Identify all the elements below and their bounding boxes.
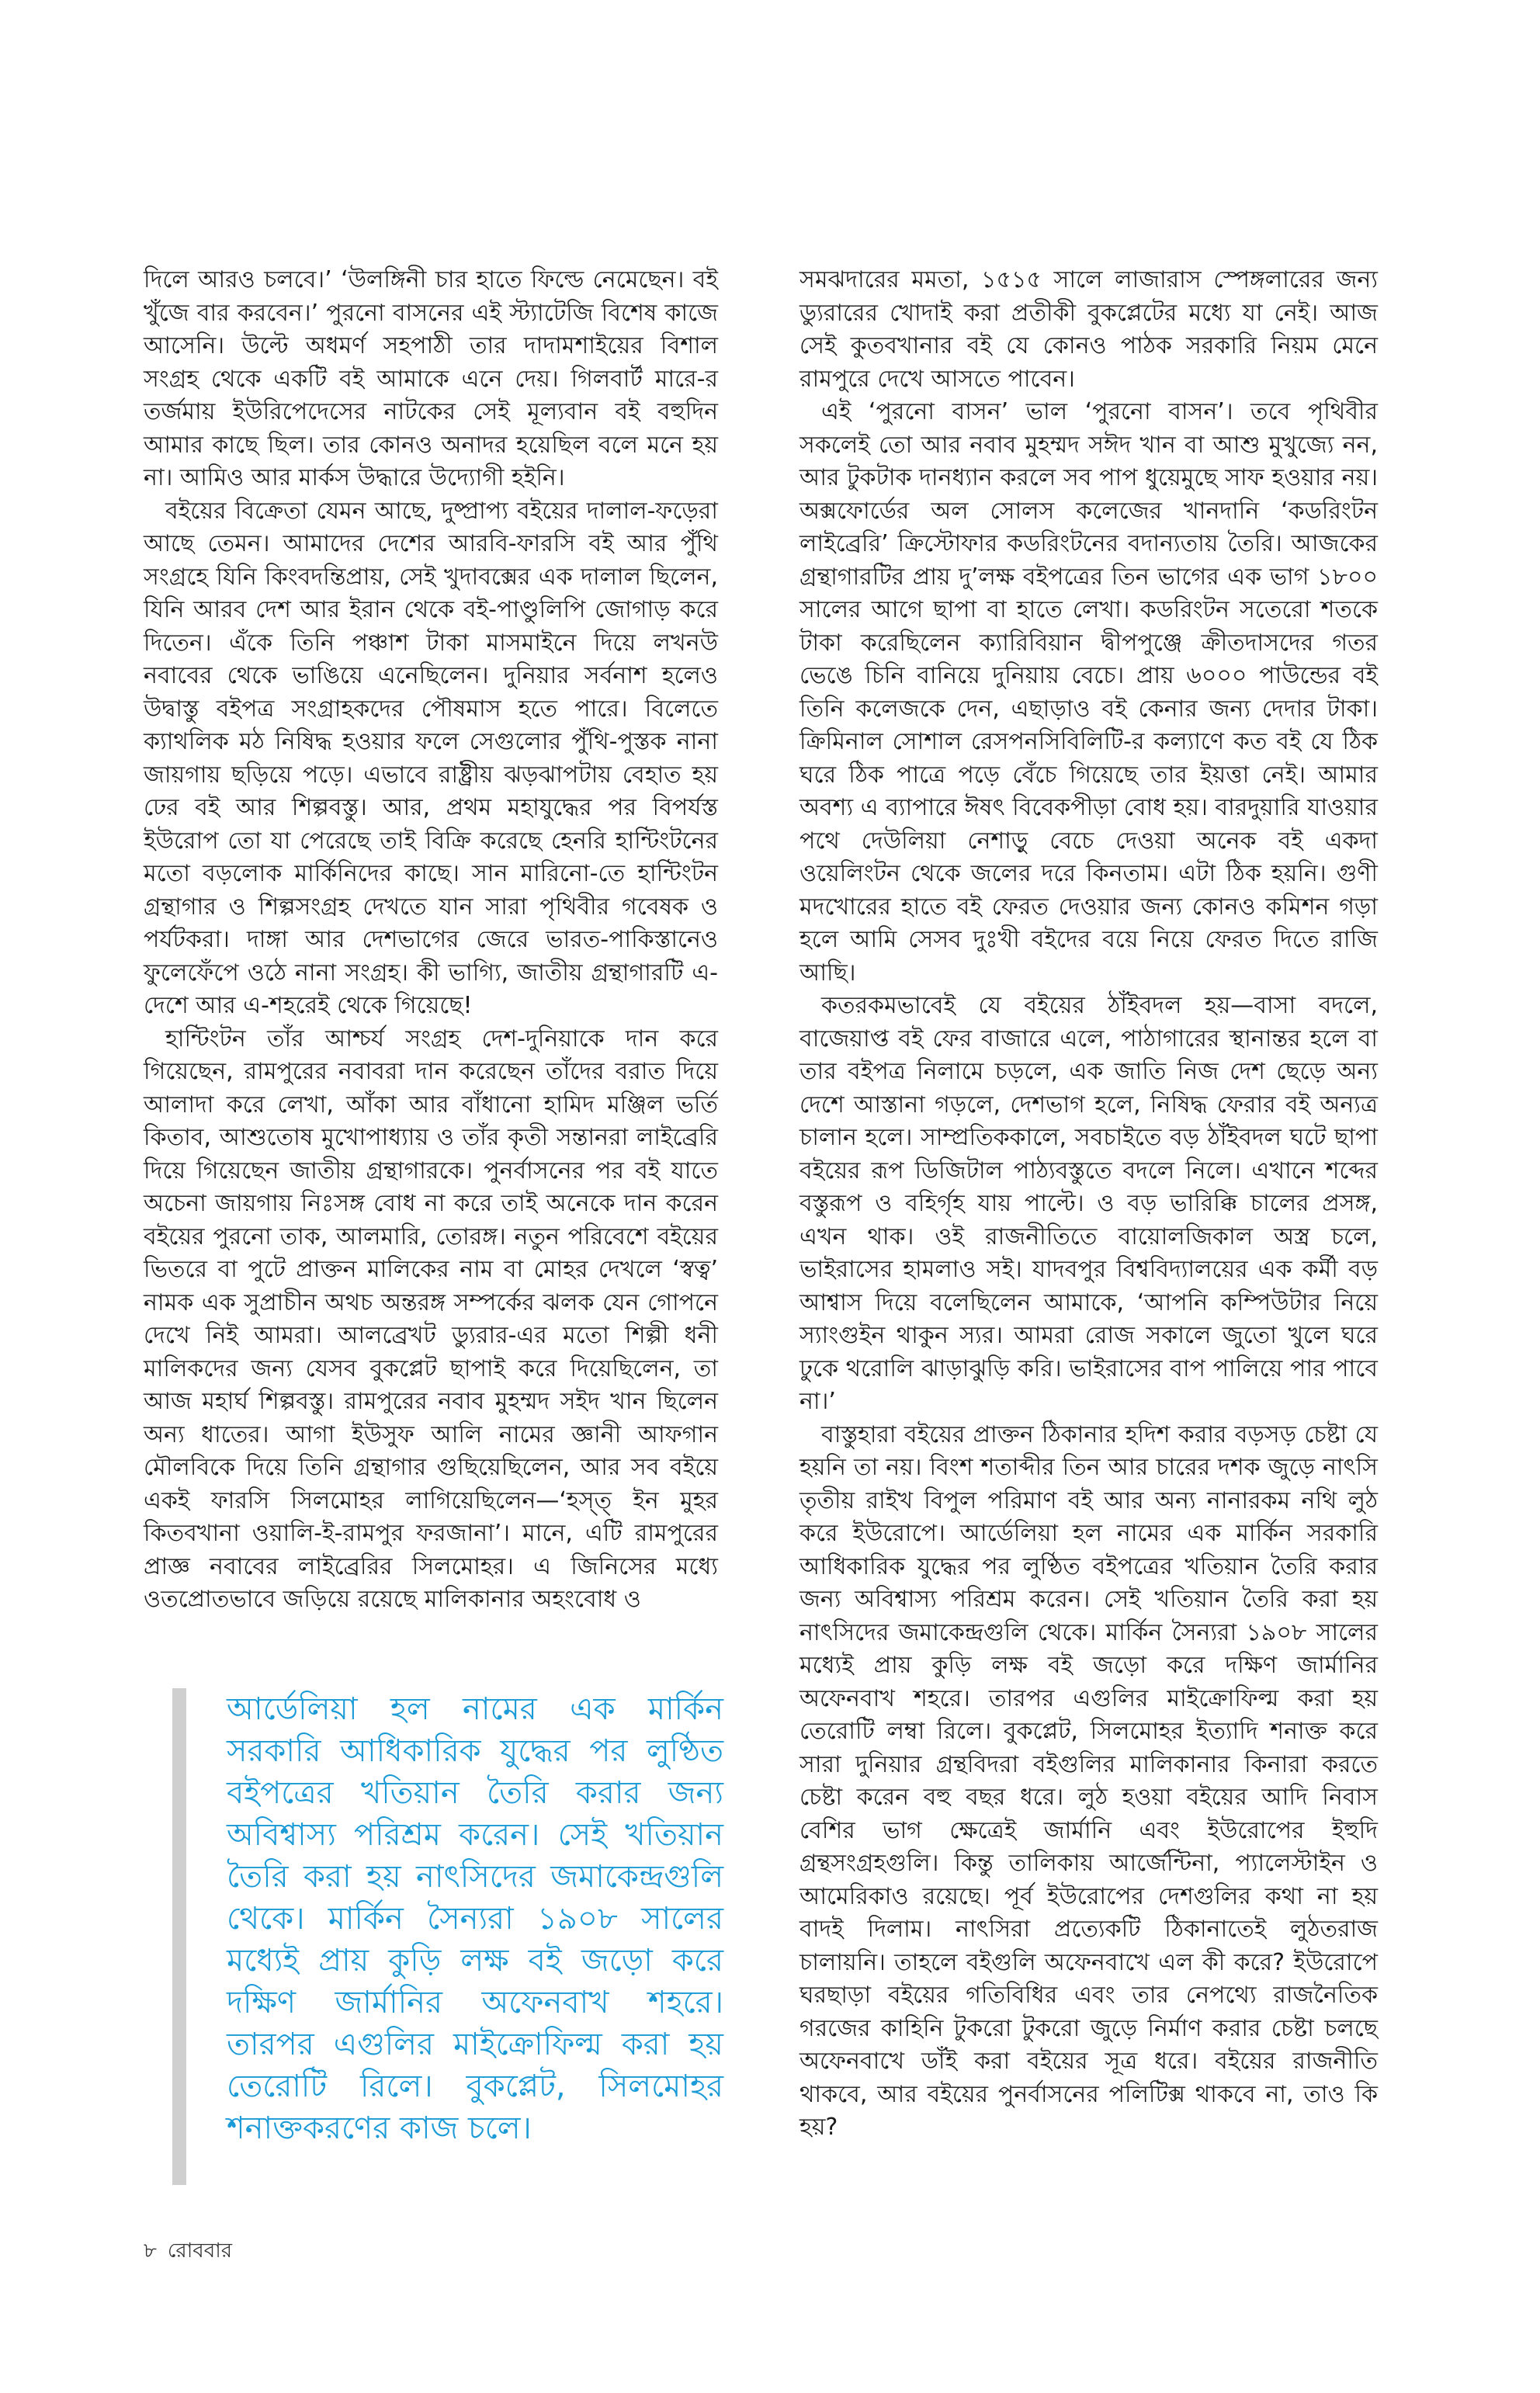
- left-column: [144, 264, 718, 1617]
- body-paragraph: দিলে আরও চলবে।’ ‘উলঙ্গিনী চার হাতে ফিল্ডে নেমেছেন। বই খুঁজে বার করবেন।’ পুরনো বাসনের এই স্ট্যাটেজি বিশেষ কাজে আসেনি। উল্টে অধমর্ণ সহপাঠী তার দাদামশাইয়ের বিশাল সংগ্রহ থেকে একটি বই আমাকে এনে দেয়। গিলবার্ট মারে-র তর্জমায় ইউরিপেদেসের নাটকের সেই মূল্যবান বই বহুদিন আমার কাছে ছিল। তার কোনও অনাদর হয়েছিল বলে মনে হয় না। আমিও আর মার্কস উদ্ধারে উদ্যোগী হইনি।: [144, 266, 718, 491]
- body-paragraph: হান্টিংটন তাঁর আশ্চর্য সংগ্রহ দেশ-দুনিয়াকে দান করে গিয়েছেন, রামপুরের নবাবরা দান করেছেন তাঁদের বরাত দিয়ে আলাদা করে লেখা, আঁকা আর বাঁধানো হামিদ মঞ্জিল ভর্তি কিতাব, আশুতোষ মুখোপাধ্যায় ও তাঁর কৃতী সন্তানরা লাইব্রেরি দিয়ে গিয়েছেন জাতীয় গ্রন্থাগারকে। পুনর্বাসনের পর বই যাতে অচেনা জায়গায় নিঃসঙ্গ বোধ না করে তাই অনেকে দান করেন বইয়ের পুরনো তাক, আলমারি, তোরঙ্গ। নতুন পরিবেশে বইয়ের ভিতরে বা পুটে প্রাক্তন মালিকের নাম বা মোহর দেখলে ‘স্বত্ব’ নামক এক সুপ্রাচীন অথচ অন্তরঙ্গ সম্পর্কের ঝলক যেন গোপনে দেখে নিই আমরা। আলব্রেখট ড্যুরার-এর মতো শিল্পী ধনী মালিকদের জন্য যেসব বুকপ্লেট ছাপাই করে দিয়েছিলেন, তা আজ মহার্ঘ শিল্পবস্তু। রামপুরের নবাব মুহম্মদ সইদ খান ছিলেন অন্য ধাতের। আগা ইউসুফ আলি নামের জ্ঞানী আফগান মৌলবিকে দিয়ে তিনি গ্রন্থাগার গুছিয়েছিলেন, আর সব বইয়ে একই ফারসি সিলমোহর লাগিয়েছিলেন—‘হস্ত্ ইন মুহর কিতবখানা ওয়ালি-ই-রামপুর ফরজানা’। মানে, এটি রামপুরের প্রাজ্ঞ নবাবের লাইব্রেরির সিলমোহর। এ জিনিসের মধ্যে ওতপ্রোতভাবে জড়িয়ে রয়েছে মালিকানার অহংবোধ ও: [144, 1025, 718, 1613]
- pull-quote-text: আর্ডেলিয়া হল নামের এক মার্কিন সরকারি আধিকারিক যুদ্ধের পর লুণ্ঠিত বইপত্রের খতিয়ান তৈরি করার জন্য অবিশ্বাস্য পরিশ্রম করেন। সেই খতিয়ান তৈরি করা হয় নাৎসিদের জমাকেন্দ্রগুলি থেকে। মার্কিন সৈন্যরা ১৯০৮ সালের মধ্যেই প্রায় কুড়ি লক্ষ বই জড়ো করে দক্ষিণ জার্মানির অফেনবাখ শহরে। তারপর এগুলির মাইক্রোফিল্ম করা হয় তেরোটি রিলে। বুকপ্লেট, সিলমোহর শনাক্তকরণের কাজ চলে।: [227, 1691, 723, 2146]
- pull-quote: [172, 1688, 723, 2185]
- body-paragraph: এই ‘পুরনো বাসন’ ভাল ‘পুরনো বাসন’। তবে পৃথিবীর সকলেই তো আর নবাব মুহম্মদ সঈদ খান বা আশু মুখুজ্যে নন, আর টুকটাক দানধ্যান করলে সব পাপ ধুয়েমুছে সাফ হওয়ার নয়। অক্সফোর্ডের অল সোলস কলেজের খানদানি ‘কডরিংটন লাইব্রেরি’ ক্রিস্টোফার কডরিংটনের বদান্যতায় তৈরি। আজকের গ্রন্থাগারটির প্রায় দু’লক্ষ বইপত্রের তিন ভাগের এক ভাগ ১৮০০ সালের আগে ছাপা বা হাতে লেখা। কডরিংটন সতেরো শতকে টাকা করেছিলেন ক্যারিবিয়ান দ্বীপপুঞ্জে ক্রীতদাসদের গতর ভেঙে চিনি বানিয়ে দুনিয়ায় বেচে। প্রায় ৬০০০ পাউন্ডের বই তিনি কলেজকে দেন, এছাড়াও বই কেনার জন্য দেদার টাকা। ক্রিমিনাল সোশাল রেসপনসিবিলিটি-র কল্যাণে কত বই যে ঠিক ঘরে ঠিক পাত্রে পড়ে বেঁচে গিয়েছে তার ইয়ত্তা নেই। আমার অবশ্য এ ব্যাপারে ঈষৎ বিবেকপীড়া বোধ হয়। বারদুয়ারি যাওয়ার পথে দেউলিয়া নেশাড়ু বেচে দেওয়া অনেক বই একদা ওয়েলিংটন থেকে জলের দরে কিনতাম। এটা ঠিক হয়নি। গুণী মদখোরের হাতে বই ফেরত দেওয়ার জন্য কোনও কমিশন গড়া হলে আমি সেসব দুঃখী বইদের বয়ে নিয়ে ফেরত দিতে রাজি আছি।: [799, 398, 1378, 987]
- page-footer: [144, 2239, 243, 2263]
- page-number: ৮: [144, 2239, 157, 2263]
- body-paragraph: বাস্তুহারা বইয়ের প্রাক্তন ঠিকানার হদিশ করার বড়সড় চেষ্টা যে হয়নি তা নয়। বিংশ শতাব্দীর তিন আর চারের দশক জুড়ে নাৎসি তৃতীয় রাইখ বিপুল পরিমাণ বই আর অন্য নানারকম নথি লুঠ করে ইউরোপে। আর্ডেলিয়া হল নামের এক মার্কিন সরকারি আধিকারিক যুদ্ধের পর লুণ্ঠিত বইপত্রের খতিয়ান তৈরি করার জন্য অবিশ্বাস্য পরিশ্রম করেন। সেই খতিয়ান তৈরি করা হয় নাৎসিদের জমাকেন্দ্রগুলি থেকে। মার্কিন সৈন্যরা ১৯০৮ সালের মধ্যেই প্রায় কুড়ি লক্ষ বই জড়ো করে দক্ষিণ জার্মানির অফেনবাখ শহরে। তারপর এগুলির মাইক্রোফিল্ম করা হয় তেরোটি লম্বা রিলে। বুকপ্লেট, সিলমোহর ইত্যাদি শনাক্ত করে সারা দুনিয়ার গ্রন্থবিদরা বইগুলির মালিকানার কিনারা করতে চেষ্টা করেন বহু বছর ধরে। লুঠ হওয়া বইয়ের আদি নিবাস বেশির ভাগ ক্ষেত্রেই জার্মানি এবং ইউরোপের ইহুদি গ্রন্থসংগ্রহগুলি। কিন্তু তালিকায় আর্জেন্টিনা, প্যালেস্টাইন ও আমেরিকাও রয়েছে। পূর্ব ইউরোপের দেশগুলির কথা না হয় বাদই দিলাম। নাৎসিরা প্রত্যেকটি ঠিকানাতেই লুঠতরাজ চালায়নি। তাহলে বইগুলি অফেনবাখে এল কী করে? ইউরোপে ঘরছাড়া বইয়ের গতিবিধির এবং তার নেপথ্যে রাজনৈতিক গরজের কাহিনি টুকরো টুকরো জুড়ে নির্মাণ করার চেষ্টা চলছে অফেনবাখে ডাঁই করা বইয়ের সূত্র ধরে। বইয়ের রাজনীতি থাকবে, আর বইয়ের পুনর্বাসনের পলিটিক্স থাকবে না, তাও কি হয়?: [799, 1420, 1378, 2141]
- body-paragraph: সমঝদারের মমতা, ১৫১৫ সালে লাজারাস স্পেঙ্গলারের জন্য ড্যুরারের খোদাই করা প্রতীকী বুকপ্লেটের মধ্যে যা নেই। আজ সেই কুতবখানার বই যে কোনও পাঠক সরকারি নিয়ম মেনে রামপুরে দেখে আসতে পাবেন।: [799, 266, 1378, 393]
- section-name: রোববার: [167, 2239, 233, 2263]
- pull-quote-bar: [172, 1688, 186, 2185]
- right-column: [799, 264, 1378, 2145]
- body-paragraph: কতরকমভাবেই যে বইয়ের ঠাঁইবদল হয়—বাসা বদলে, বাজেয়াপ্ত বই ফের বাজারে এলে, পাঠাগারের স্থানান্তর হলে বা তার বইপত্র নিলামে চড়লে, এক জাতি নিজ দেশ ছেড়ে অন্য দেশে আস্তানা গড়লে, দেশভাগ হলে, নিষিদ্ধ ফেরার বই অন্যত্র চালান হলে। সাম্প্রতিককালে, সবচাইতে বড় ঠাঁইবদল ঘটে ছাপা বইয়ের রূপ ডিজিটাল পাঠ্যবস্তুতে বদলে নিলে। এখানে শব্দের বস্তুরূপ ও বহির্গৃহ যায় পাল্টে। ও বড় ভারিক্কি চালের প্রসঙ্গ, এখন থাক। ওই রাজনীতিতে বায়োলজিকাল অস্ত্র চলে, ভাইরাসের হামলাও সই। যাদবপুর বিশ্ববিদ্যালয়ের এক কর্মী বড় আশ্বাস দিয়ে বলেছিলেন আমাকে, ‘আপনি কম্পিউটার নিয়ে স্যাংগুইন থাকুন স্যর। আমরা রোজ সকালে জুতো খুলে ঘরে ঢুকে থরোলি ঝাড়াঝুড়ি করি। ভাইরাসের বাপ পালিয়ে পার পাবে না।’: [799, 992, 1378, 1415]
- body-paragraph: বইয়ের বিক্রেতা যেমন আছে, দুষ্প্রাপ্য বইয়ের দালাল-ফড়েরা আছে তেমন। আমাদের দেশের আরবি-ফারসি বই আর পুঁথি সংগ্রহে যিনি কিংবদন্তিপ্রায়, সেই খুদাবক্সের এক দালাল ছিলেন, যিনি আরব দেশ আর ইরান থেকে বই-পাণ্ডুলিপি জোগাড় করে দিতেন। এঁকে তিনি পঞ্চাশ টাকা মাসমাইনে দিয়ে লখনউ নবাবের থেকে ভাঙিয়ে এনেছিলেন। দুনিয়ার সর্বনাশ হলেও উদ্বাস্তু বইপত্র সংগ্রাহকদের পৌষমাস হতে পারে। বিলেতে ক্যাথলিক মঠ নিষিদ্ধ হওয়ার ফলে সেগুলোর পুঁথি-পুস্তক নানা জায়গায় ছড়িয়ে পড়ে। এভাবে রাষ্ট্রীয় ঝড়ঝাপটায় বেহাত হয় ঢের বই আর শিল্পবস্তু। আর, প্রথম মহাযুদ্ধের পর বিপর্যস্ত ইউরোপ তো যা পেরেছে তাই বিক্রি করেছে হেনরি হান্টিংটনের মতো বড়লোক মার্কিনিদের কাছে। সান মারিনো-তে হান্টিংটন গ্রন্থাগার ও শিল্পসংগ্রহ দেখতে যান সারা পৃথিবীর গবেষক ও পর্যটকরা। দাঙ্গা আর দেশভাগের জেরে ভারত-পাকিস্তানেও ফুলেফেঁপে ওঠে নানা সংগ্রহ। কী ভাগ্যি, জাতীয় গ্রন্থাগারটি এ-দেশে আর এ-শহরেই থেকে গিয়েছে!: [144, 497, 718, 1019]
